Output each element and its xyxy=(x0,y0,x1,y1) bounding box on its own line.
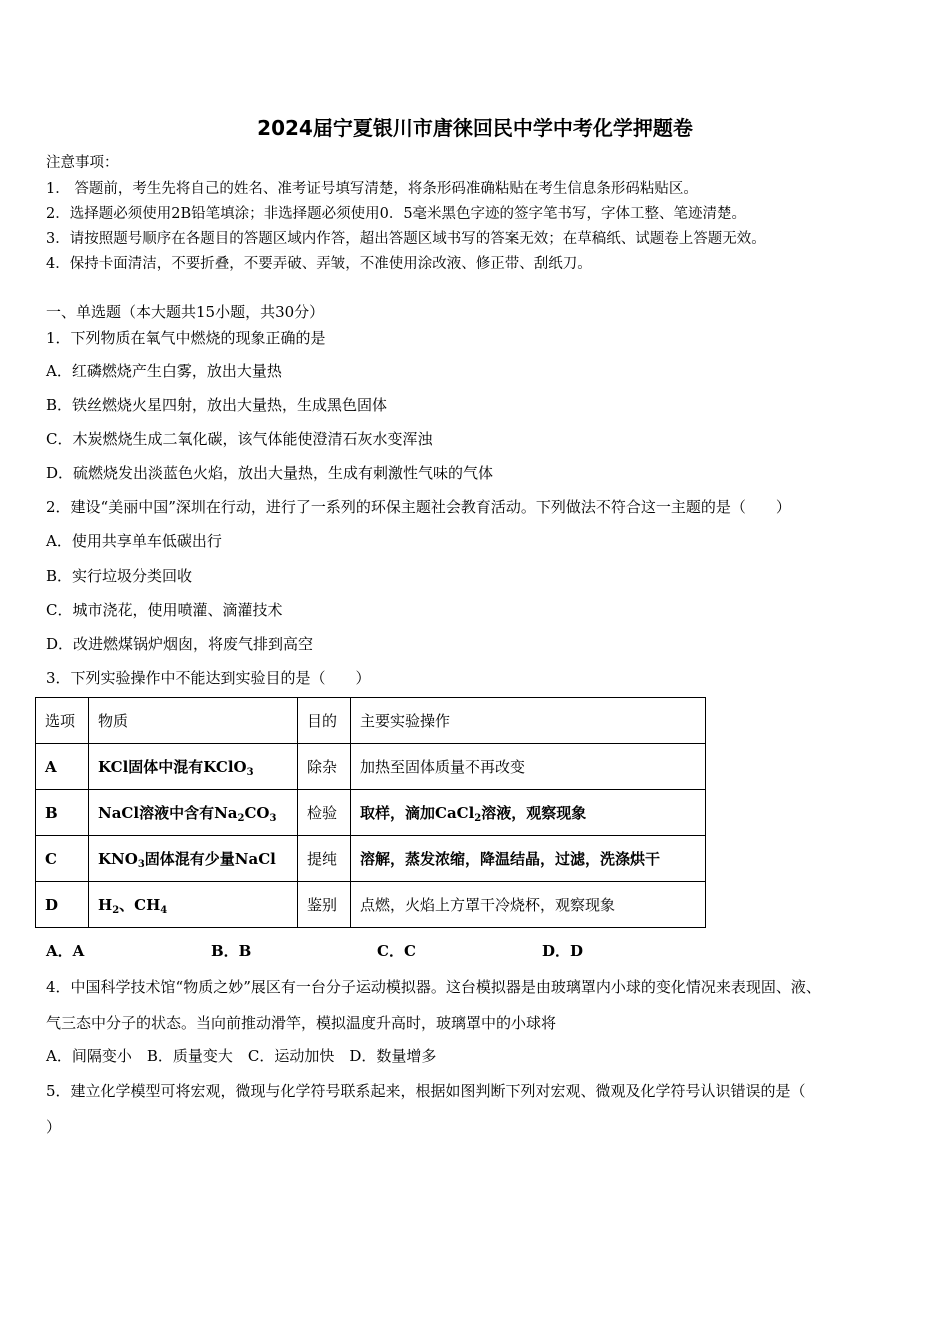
subscript: 3 xyxy=(246,766,254,778)
question-4-stem-line1: 4．中国科学技术馆“物质之妙”展区有一台分子运动模拟器。这台模拟器是由玻璃罩内小球的变化情况来表现固、液、 xyxy=(46,978,821,996)
substance-text: KCl固体中混有KClO xyxy=(98,757,247,776)
substance-cell xyxy=(89,882,298,928)
question-1-stem: 1．下列物质在氧气中燃烧的现象正确的是 xyxy=(46,329,326,347)
question-5-stem-line1: 5．建立化学模型可将宏观，微现与化学符号联系起来，根据如图判断下列对宏观、微观及化学符号认识错误的是（ xyxy=(46,1082,806,1100)
question-3-answer-d: D．D xyxy=(542,942,584,960)
table-row xyxy=(36,790,706,836)
substance-text: H xyxy=(98,895,113,914)
question-4-options: A．间隔变小 B．质量变大 C．运动加快 D．数量增多 xyxy=(46,1047,437,1065)
notice-item: 2．选择题必须使用2B铅笔填涂；非选择题必须使用0．5毫米黑色字迹的签字笔书写，字体工整、笔迹清楚。 xyxy=(46,206,747,222)
option-cell: B xyxy=(36,790,89,836)
subscript: 2 xyxy=(237,812,245,824)
operation-text: 溶液，观察现象 xyxy=(481,803,587,822)
substance-text: 、CH xyxy=(119,895,161,914)
header-cell: 主要实验操作 xyxy=(351,698,706,744)
notice-item: 4．保持卡面清洁，不要折叠，不要弄破、弄皱，不准使用涂改液、修正带、刮纸刀。 xyxy=(46,256,592,272)
substance-text: CO xyxy=(244,803,270,822)
operation-cell: 加热至固体质量不再改变 xyxy=(351,744,706,790)
option-cell: D xyxy=(36,882,89,928)
option-cell: C xyxy=(36,836,89,882)
operation-cell: 溶解，蒸发浓缩，降温结晶，过滤，洗涤烘干 xyxy=(351,836,706,882)
question-3-stem: 3．下列实验操作中不能达到实验目的是（ ） xyxy=(46,669,371,687)
page-title: 2024届宁夏银川市唐徕回民中学中考化学押题卷 xyxy=(257,116,693,140)
substance-text: 固体混有少量NaCl xyxy=(144,849,276,868)
table-row xyxy=(36,836,706,882)
table-header-row xyxy=(36,698,706,744)
table-row xyxy=(36,882,706,928)
header-cell: 物质 xyxy=(89,698,298,744)
subscript: 3 xyxy=(137,858,145,870)
question-2-option-a: A．使用共享单车低碳出行 xyxy=(46,532,222,550)
notice-item: 1． 答题前，考生先将自己的姓名、准考证号填写清楚，将条形码准确粘贴在考生信息条形码粘贴区。 xyxy=(46,181,698,197)
question-3-answer-c: C．C xyxy=(377,942,416,960)
subscript: 3 xyxy=(269,812,277,824)
question-2-stem: 2．建设“美丽中国”深圳在行动，进行了一系列的环保主题社会教育活动。下列做法不符合这一主题的是（ ） xyxy=(46,498,791,516)
experiment-table xyxy=(35,697,706,928)
purpose-cell: 检验 xyxy=(298,790,351,836)
subscript: 2 xyxy=(474,812,482,824)
purpose-cell: 除杂 xyxy=(298,744,351,790)
question-1-option-b: B．铁丝燃烧火星四射，放出大量热，生成黑色固体 xyxy=(46,396,388,414)
substance-cell xyxy=(89,790,298,836)
question-1-option-c: C．木炭燃烧生成二氧化碳，该气体能使澄清石灰水变浑浊 xyxy=(46,430,433,448)
question-1-option-a: A．红磷燃烧产生白雾，放出大量热 xyxy=(46,362,282,380)
operation-text: 取样，滴加CaCl xyxy=(360,803,475,822)
table-row xyxy=(36,744,706,790)
question-2-option-b: B．实行垃圾分类回收 xyxy=(46,567,193,585)
notice-heading: 注意事项： xyxy=(46,155,119,171)
section-heading: 一、单选题（本大题共15小题，共30分） xyxy=(46,303,325,321)
purpose-cell: 提纯 xyxy=(298,836,351,882)
substance-cell xyxy=(89,744,298,790)
question-1-option-d: D．硫燃烧发出淡蓝色火焰，放出大量热，生成有刺激性气味的气体 xyxy=(46,464,494,482)
question-2-option-d: D．改进燃煤锅炉烟囱，将废气排到高空 xyxy=(46,635,314,653)
question-2-option-c: C．城市浇花，使用喷灌、滴灌技术 xyxy=(46,601,283,619)
operation-cell: 点燃，火焰上方罩干冷烧杯，观察现象 xyxy=(351,882,706,928)
substance-text: NaCl溶液中含有Na xyxy=(98,803,238,822)
header-cell: 目的 xyxy=(298,698,351,744)
question-5-stem-line2: ） xyxy=(46,1118,62,1136)
substance-text: KNO xyxy=(98,849,138,868)
subscript: 4 xyxy=(160,904,168,916)
operation-cell xyxy=(351,790,706,836)
header-cell: 选项 xyxy=(36,698,89,744)
option-cell: A xyxy=(36,744,89,790)
question-3-answer-b: B．B xyxy=(211,942,252,960)
question-3-answer-a: A．A xyxy=(46,942,85,960)
purpose-cell: 鉴别 xyxy=(298,882,351,928)
subscript: 2 xyxy=(112,904,120,916)
substance-cell xyxy=(89,836,298,882)
question-4-stem-line2: 气三态中分子的状态。当向前推动滑竿，模拟温度升高时，玻璃罩中的小球将 xyxy=(46,1014,557,1032)
notice-item: 3．请按照题号顺序在各题目的答题区域内作答，超出答题区域书写的答案无效；在草稿纸、试题卷上答题无效。 xyxy=(46,231,766,247)
